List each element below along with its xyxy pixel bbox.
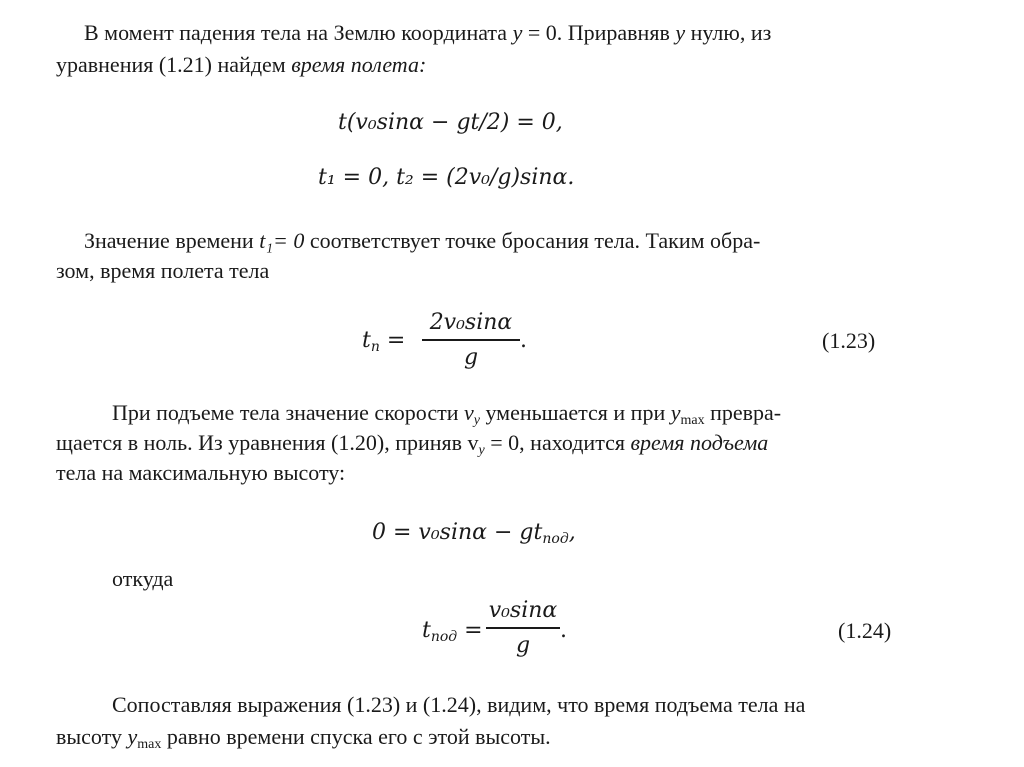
- paragraph-3-line-2: [56, 430, 768, 456]
- equation-1-24-period: .: [560, 618, 567, 643]
- subscript: max: [680, 413, 705, 428]
- equation-1-23-period: .: [520, 328, 527, 353]
- var-y: y: [675, 20, 686, 45]
- equation-rise-time: [372, 520, 576, 546]
- emphasis: время полета:: [291, 52, 427, 77]
- equation-time-of-flight: t(v₀sinα − gt/2) = 0,: [338, 110, 563, 135]
- text: уравнения (1.21) найдем: [56, 52, 292, 77]
- text: При подъеме тела значение скорости: [112, 400, 464, 425]
- equals: =: [379, 328, 406, 353]
- subscript: под: [430, 629, 458, 645]
- text: = 0, находится: [484, 430, 631, 455]
- numerator: 2v₀sinα: [429, 310, 513, 335]
- text: нулю, из: [685, 20, 772, 45]
- subscript: под: [542, 531, 569, 547]
- expression: 0 = v₀sinα − gt: [372, 520, 543, 545]
- emphasis: t₁= 0: [259, 228, 305, 253]
- paragraph-4-line-1: Сопоставляя выражения (1.23) и (1.24), видим, что время подъема тела на: [112, 692, 806, 717]
- equation-number-1-24: (1.24): [838, 618, 892, 643]
- text: = 0. Приравняв: [522, 20, 676, 45]
- equation-1-24-lhs: [422, 618, 483, 644]
- text: Значение времени: [84, 228, 260, 253]
- subscript: max: [137, 737, 162, 752]
- subscript: n: [370, 339, 380, 355]
- equation-roots: t₁ = 0, t₂ = (2v₀/g)sinα.: [318, 165, 575, 190]
- text: щается в ноль. Из уравнения (1.20), приняв v: [56, 430, 479, 455]
- var-y: y: [127, 724, 138, 749]
- paragraph-1-line-1: [84, 20, 771, 46]
- symbol: t: [362, 328, 371, 353]
- word-otkuda: откуда: [112, 566, 174, 591]
- paragraph-4-line-2: [56, 724, 551, 750]
- equals: =: [457, 618, 483, 643]
- emphasis: время подъема: [630, 430, 769, 455]
- paragraph-3-line-3: тела на максимальную высоту:: [56, 460, 346, 485]
- paragraph-3-line-1: [112, 400, 781, 426]
- paragraph-2-line-1: [84, 228, 760, 254]
- equation-number-1-23: (1.23): [822, 328, 876, 353]
- var-v: v: [463, 400, 474, 425]
- text: В момент падения тела на Землю координата: [84, 20, 513, 45]
- subscript: y: [478, 443, 485, 458]
- text: высоту: [56, 724, 128, 749]
- text: соответствует точке бросания тела. Таким обра-: [304, 228, 761, 253]
- numerator: v₀sinα: [488, 598, 558, 623]
- subscript: y: [473, 413, 480, 428]
- equation-1-24-fraction: [486, 598, 560, 658]
- equation-1-23-fraction: [422, 310, 520, 370]
- paragraph-1-line-2: [56, 52, 426, 78]
- symbol: t: [422, 618, 431, 643]
- text: уменьшается и при: [479, 400, 671, 425]
- equation-1-23-lhs: [362, 328, 405, 354]
- text: превра-: [704, 400, 782, 425]
- text: равно времени спуска его с этой высоты.: [161, 724, 551, 749]
- paragraph-2-line-2: зом, время полета тела: [56, 258, 270, 283]
- comma: ,: [568, 520, 576, 545]
- denominator: g: [463, 344, 479, 370]
- var-y: y: [670, 400, 681, 425]
- var-y: y: [512, 20, 523, 45]
- denominator: g: [515, 632, 531, 658]
